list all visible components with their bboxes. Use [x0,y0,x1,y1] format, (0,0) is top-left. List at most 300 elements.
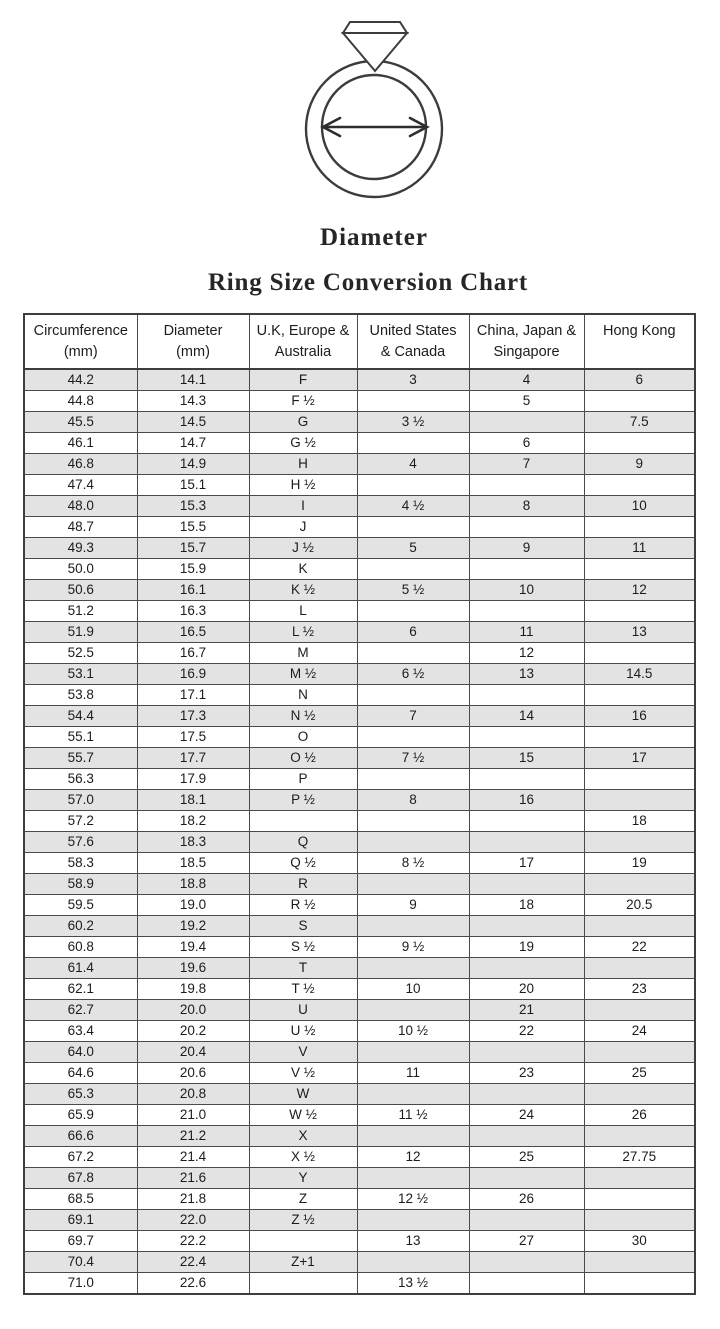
cell: V [249,1042,357,1063]
cell: 69.1 [24,1210,137,1231]
table-row [24,369,695,391]
cell [357,1168,469,1189]
cell: Z ½ [249,1210,357,1231]
table-row [24,538,695,559]
cell: 69.7 [24,1231,137,1252]
cell [357,601,469,622]
cell [249,1231,357,1252]
cell: 6 ½ [357,664,469,685]
cell: 56.3 [24,769,137,790]
cell [357,1252,469,1273]
cell: 18.1 [137,790,249,811]
cell: 54.4 [24,706,137,727]
cell: X ½ [249,1147,357,1168]
table-row [24,1126,695,1147]
table-row [24,1021,695,1042]
cell: 23 [584,979,695,1000]
cell: 7.5 [584,412,695,433]
cell [584,1210,695,1231]
cell: 15 [469,748,584,769]
page-title: Ring Size Conversion Chart [207,269,529,296]
table-row [24,580,695,601]
cell [357,1210,469,1231]
diamond-ring-icon [294,14,454,210]
table-row [24,601,695,622]
cell: F [249,369,357,391]
cell [469,727,584,748]
cell: Z [249,1189,357,1210]
cell: U ½ [249,1021,357,1042]
table-row [24,790,695,811]
cell: 16.5 [137,622,249,643]
cell: H [249,454,357,475]
cell: 17.3 [137,706,249,727]
table-row [24,895,695,916]
cell [584,1273,695,1295]
cell: U [249,1000,357,1021]
cell: 5 [357,538,469,559]
cell: 65.9 [24,1105,137,1126]
cell: 16.1 [137,580,249,601]
cell: 20.5 [584,895,695,916]
cell: V ½ [249,1063,357,1084]
cell: 57.6 [24,832,137,853]
cell: 20 [469,979,584,1000]
cell: 12 [584,580,695,601]
cell: N [249,685,357,706]
cell: 30 [584,1231,695,1252]
ring-size-conversion-table [23,313,696,1295]
cell: 17.7 [137,748,249,769]
cell [584,517,695,538]
column-header-3: U.K, Europe & Australia [249,314,357,369]
cell: 53.1 [24,664,137,685]
cell: L ½ [249,622,357,643]
cell: 24 [584,1021,695,1042]
cell: L [249,601,357,622]
cell: 4 [357,454,469,475]
column-header-5: China, Japan & Singapore [469,314,584,369]
cell [357,1042,469,1063]
cell [469,1168,584,1189]
cell: 48.0 [24,496,137,517]
cell: 45.5 [24,412,137,433]
cell: 70.4 [24,1252,137,1273]
cell: K ½ [249,580,357,601]
cell [584,769,695,790]
cell: R ½ [249,895,357,916]
cell: 4 [469,369,584,391]
cell: M ½ [249,664,357,685]
cell [469,601,584,622]
cell: G ½ [249,433,357,454]
cell [469,559,584,580]
cell: 18 [469,895,584,916]
cell: 11 ½ [357,1105,469,1126]
cell: 18.5 [137,853,249,874]
cell: 17 [584,748,695,769]
cell [584,1168,695,1189]
cell [584,832,695,853]
cell: 14.9 [137,454,249,475]
cell: 3 ½ [357,412,469,433]
cell: 20.4 [137,1042,249,1063]
cell: W [249,1084,357,1105]
cell [357,685,469,706]
table-row [24,1273,695,1295]
table-row [24,496,695,517]
cell [584,727,695,748]
diameter-arrow-icon [323,118,427,136]
cell: 18.3 [137,832,249,853]
cell: K [249,559,357,580]
cell: 10 [584,496,695,517]
cell: 22.6 [137,1273,249,1295]
column-header-6: Hong Kong [584,314,695,369]
cell [584,1189,695,1210]
cell [249,811,357,832]
cell: 65.3 [24,1084,137,1105]
cell: 10 ½ [357,1021,469,1042]
cell: 7 [469,454,584,475]
cell: 17 [469,853,584,874]
cell: 19 [584,853,695,874]
cell: 11 [469,622,584,643]
cell [357,517,469,538]
cell: 19 [469,937,584,958]
cell: 12 [357,1147,469,1168]
cell: 60.2 [24,916,137,937]
cell [584,475,695,496]
cell: 52.5 [24,643,137,664]
cell [469,916,584,937]
cell: 22.4 [137,1252,249,1273]
table-row [24,454,695,475]
cell: 11 [584,538,695,559]
cell: 15.1 [137,475,249,496]
cell [469,475,584,496]
cell: 71.0 [24,1273,137,1295]
table-row [24,622,695,643]
cell: 13 ½ [357,1273,469,1295]
table-row [24,979,695,1000]
cell [469,1042,584,1063]
column-header-1: Circumference (mm) [24,314,137,369]
cell [469,685,584,706]
cell [469,517,584,538]
cell [584,874,695,895]
table-row [24,769,695,790]
table-header-row [24,314,695,369]
cell: X [249,1126,357,1147]
cell: 22.0 [137,1210,249,1231]
cell: 20.0 [137,1000,249,1021]
cell [584,1084,695,1105]
cell: 19.6 [137,958,249,979]
cell [584,916,695,937]
cell: 26 [584,1105,695,1126]
cell [357,874,469,895]
table-row [24,475,695,496]
cell: 13 [584,622,695,643]
cell: 6 [357,622,469,643]
cell: 50.6 [24,580,137,601]
cell [584,958,695,979]
cell [357,643,469,664]
table-row [24,1000,695,1021]
cell: 21 [469,1000,584,1021]
cell: M [249,643,357,664]
cell: 9 [584,454,695,475]
cell [469,1084,584,1105]
table-row [24,664,695,685]
table-row [24,874,695,895]
table-row [24,1210,695,1231]
cell: 18.8 [137,874,249,895]
cell: I [249,496,357,517]
table-row [24,1084,695,1105]
table-row [24,832,695,853]
cell: 16.3 [137,601,249,622]
cell: 26 [469,1189,584,1210]
cell: 8 ½ [357,853,469,874]
cell: 27 [469,1231,584,1252]
table-row [24,706,695,727]
table-row [24,1147,695,1168]
cell: 51.9 [24,622,137,643]
cell: 9 ½ [357,937,469,958]
cell: 57.2 [24,811,137,832]
cell: P ½ [249,790,357,811]
cell: Y [249,1168,357,1189]
cell: 17.5 [137,727,249,748]
cell [469,769,584,790]
cell [357,391,469,412]
cell [469,832,584,853]
cell: 44.2 [24,369,137,391]
cell [357,958,469,979]
cell: 16.7 [137,643,249,664]
cell: 7 [357,706,469,727]
cell [469,874,584,895]
cell [469,1252,584,1273]
cell: Z+1 [249,1252,357,1273]
cell [584,433,695,454]
cell: 49.3 [24,538,137,559]
table-row [24,727,695,748]
cell: 4 ½ [357,496,469,517]
cell [584,1252,695,1273]
cell: 67.2 [24,1147,137,1168]
cell [357,1084,469,1105]
cell: P [249,769,357,790]
cell: 14.7 [137,433,249,454]
cell: 53.8 [24,685,137,706]
cell: 15.7 [137,538,249,559]
cell: 21.4 [137,1147,249,1168]
table-row [24,748,695,769]
cell: 14.1 [137,369,249,391]
cell [469,811,584,832]
cell: O ½ [249,748,357,769]
cell: 6 [584,369,695,391]
cell: 58.3 [24,853,137,874]
cell: 14.3 [137,391,249,412]
table-row [24,412,695,433]
table-row [24,517,695,538]
cell: 21.0 [137,1105,249,1126]
cell [249,1273,357,1295]
cell: 21.6 [137,1168,249,1189]
cell: 55.7 [24,748,137,769]
cell [469,1210,584,1231]
cell: 22 [469,1021,584,1042]
cell: 5 [469,391,584,412]
cell: 25 [469,1147,584,1168]
cell: 23 [469,1063,584,1084]
cell: 27.75 [584,1147,695,1168]
cell: 58.9 [24,874,137,895]
column-header-4: United States & Canada [357,314,469,369]
cell: 19.4 [137,937,249,958]
table-row [24,1063,695,1084]
cell: 46.8 [24,454,137,475]
cell [584,1126,695,1147]
cell [469,412,584,433]
cell: O [249,727,357,748]
cell: G [249,412,357,433]
cell: 17.1 [137,685,249,706]
cell [584,685,695,706]
cell: 63.4 [24,1021,137,1042]
cell [584,790,695,811]
cell [357,1126,469,1147]
cell: 15.5 [137,517,249,538]
cell: S [249,916,357,937]
cell: S ½ [249,937,357,958]
cell: 64.0 [24,1042,137,1063]
table-row [24,1042,695,1063]
cell: R [249,874,357,895]
cell [357,1000,469,1021]
cell: F ½ [249,391,357,412]
cell: 10 [357,979,469,1000]
cell: 10 [469,580,584,601]
cell: 51.2 [24,601,137,622]
cell: 19.0 [137,895,249,916]
cell: 59.5 [24,895,137,916]
cell: 61.4 [24,958,137,979]
cell: T ½ [249,979,357,1000]
cell: J [249,517,357,538]
cell: 62.1 [24,979,137,1000]
cell: 20.2 [137,1021,249,1042]
cell: 9 [469,538,584,559]
cell: 18.2 [137,811,249,832]
cell: 68.5 [24,1189,137,1210]
cell: 20.8 [137,1084,249,1105]
cell [584,643,695,664]
cell [584,1000,695,1021]
table-row [24,433,695,454]
table-row [24,1189,695,1210]
cell: 5 ½ [357,580,469,601]
cell: 16.9 [137,664,249,685]
cell: 22.2 [137,1231,249,1252]
cell: 12 ½ [357,1189,469,1210]
table-body [24,369,695,1294]
cell: 22 [584,937,695,958]
table-row [24,685,695,706]
cell [469,1126,584,1147]
cell: Q ½ [249,853,357,874]
cell [469,1273,584,1295]
cell [584,1042,695,1063]
table-row [24,1105,695,1126]
cell: 19.8 [137,979,249,1000]
cell: 47.4 [24,475,137,496]
cell [357,727,469,748]
cell: 13 [357,1231,469,1252]
cell: 21.2 [137,1126,249,1147]
cell [357,433,469,454]
table-row [24,853,695,874]
cell: 20.6 [137,1063,249,1084]
cell: 11 [357,1063,469,1084]
cell: 15.3 [137,496,249,517]
table-row [24,937,695,958]
cell: 16 [584,706,695,727]
table-row [24,916,695,937]
cell: 6 [469,433,584,454]
cell: H ½ [249,475,357,496]
table-row [24,811,695,832]
cell: 8 [357,790,469,811]
cell: 67.8 [24,1168,137,1189]
cell: 17.9 [137,769,249,790]
cell: 46.1 [24,433,137,454]
cell [584,559,695,580]
cell: N ½ [249,706,357,727]
cell: 9 [357,895,469,916]
cell: J ½ [249,538,357,559]
cell [469,958,584,979]
cell: 14 [469,706,584,727]
table-row [24,559,695,580]
cell: 50.0 [24,559,137,580]
table-row [24,391,695,412]
cell: 60.8 [24,937,137,958]
cell: 16 [469,790,584,811]
table-row [24,1168,695,1189]
cell: 12 [469,643,584,664]
cell: W ½ [249,1105,357,1126]
cell [584,391,695,412]
cell: 15.9 [137,559,249,580]
cell: 14.5 [137,412,249,433]
cell: 21.8 [137,1189,249,1210]
cell [357,475,469,496]
cell: 18 [584,811,695,832]
table-row [24,958,695,979]
cell: 14.5 [584,664,695,685]
cell: 55.1 [24,727,137,748]
cell [357,811,469,832]
cell [357,559,469,580]
cell: 3 [357,369,469,391]
cell: 44.8 [24,391,137,412]
cell: 25 [584,1063,695,1084]
